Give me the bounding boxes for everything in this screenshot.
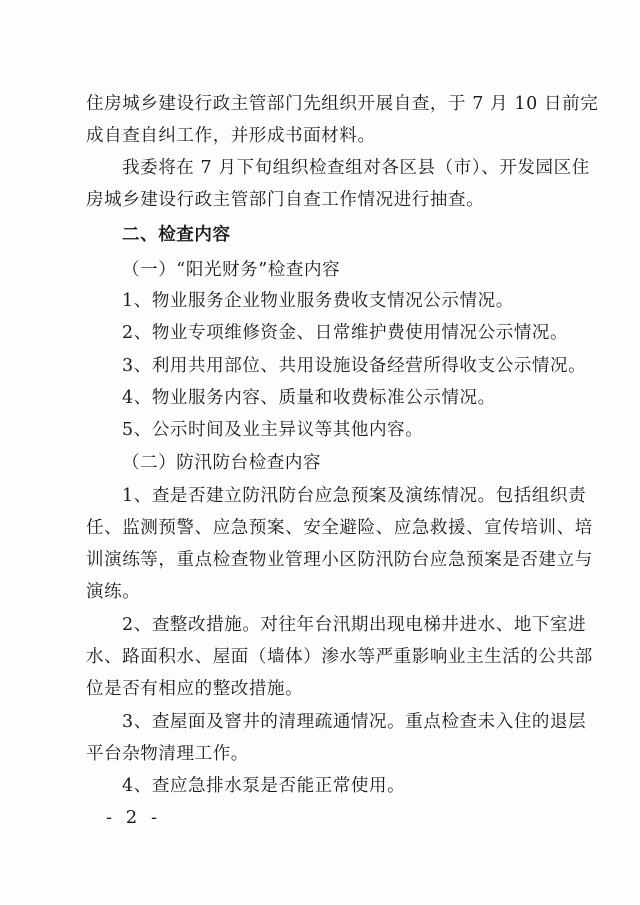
page-number: - 2 - [106, 807, 162, 828]
text-line: 2、查整改措施。对往年台汛期出现电梯井进水、地下室进 [122, 615, 587, 635]
text-line: 任、监测预警、应急预案、安全避险、应急救援、宣传培训、培 [86, 518, 593, 538]
text-line: 训演练等，重点检查物业管理小区防汛防台应急预案是否建立与 [86, 550, 593, 570]
text-line: 4、查应急排水泵是否能正常使用。 [122, 776, 406, 796]
text-line: 水、路面积水、屋面（墙体）渗水等严重影响业主生活的公共部 [86, 647, 593, 667]
section-heading: 二、检查内容 [122, 225, 231, 245]
list-item: 1、物业服务企业物业服务费收支情况公示情况。 [122, 291, 514, 311]
text-line: 住房城乡建设行政主管部门先组织开展自查，于 7 月 10 日前完 [86, 94, 599, 114]
text-line: 我委将在 7 月下旬组织检查组对各区县（市）、开发园区住 [122, 158, 590, 178]
text-line: 位是否有相应的整改措施。 [86, 679, 304, 699]
text-line: 平台杂物清理工作。 [86, 744, 249, 764]
list-item: 5、公示时间及业主异议等其他内容。 [122, 420, 424, 440]
text-line: 成自查自纠工作，并形成书面材料。 [86, 126, 376, 146]
subsection-heading: （一）“阳光财务”检查内容 [122, 260, 341, 280]
text-line: 演练。 [86, 582, 141, 602]
text-line: 房城乡建设行政主管部门自查工作情况进行抽查。 [86, 190, 485, 210]
text-line: 1、查是否建立防汛防台应急预案及演练情况。包括组织责 [122, 486, 587, 506]
text-line: 3、查屋面及窨井的清理疏通情况。重点检查未入住的退层 [122, 712, 587, 732]
subsection-heading: （二）防汛防台检查内容 [122, 453, 322, 473]
list-item: 4、物业服务内容、质量和收费标准公示情况。 [122, 388, 496, 408]
list-item: 2、物业专项维修资金、日常维护费使用情况公示情况。 [122, 323, 569, 343]
list-item: 3、利用共用部位、共用设施设备经营所得收支公示情况。 [122, 356, 587, 376]
